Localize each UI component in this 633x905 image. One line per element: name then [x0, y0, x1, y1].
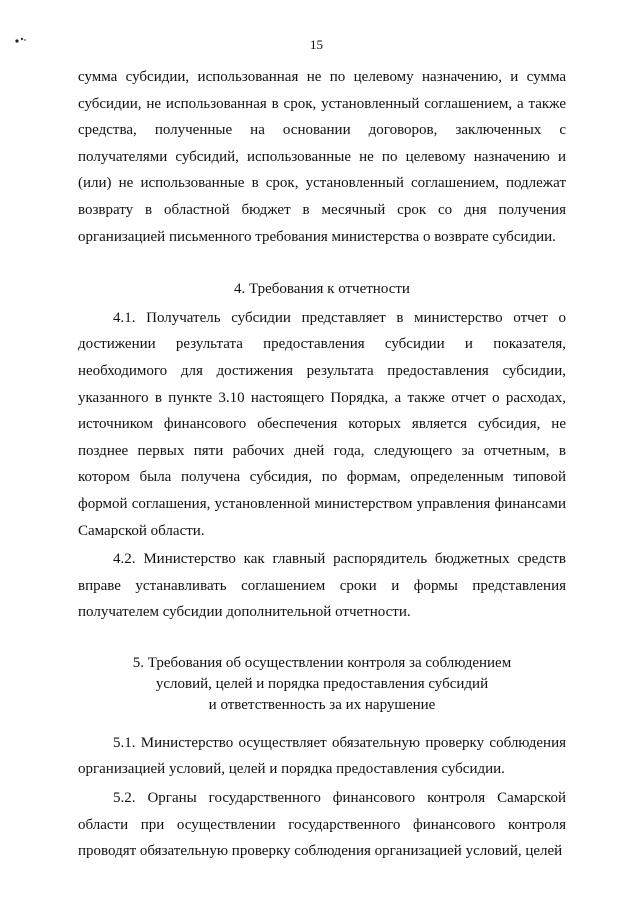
page-number: 15: [310, 37, 323, 52]
section-5-heading-line-1: 5. Требования об осуществлении контроля за соблюдением: [132, 654, 512, 671]
paragraph-4-2: 4.2. Министерство как главный распорядитель бюджетных средств вправе устанавливать соглашением сроки и формы представления получателем субсидии дополнительной отчетности.: [78, 551, 566, 621]
section-5-heading: [78, 653, 566, 716]
section-4-heading: 4. Требования к отчетности: [234, 281, 410, 298]
document-body: [78, 64, 566, 865]
paragraph-4-1: 4.1. Получатель субсидии представляет в министерство отчет о достижении результата предоставления субсидии и показателя, необходимого для достижения результата предоставления субсидии, указанного в пункте 3.10 настоящего Порядка, а также отчет о расходах, источником финансового обеспечения которых является субсидия, не позднее первых пяти рабочих дней года, следующего за отчетным, в котором была получена субсидия, по формам, определенным типовой формой соглашения, установленной министерством управления финансами Самарской области.: [78, 309, 566, 539]
paragraph-continuation: сумма субсидии, использованная не по целевому назначению, и сумма субсидии, не использованная в срок, установленный соглашением, а также средства, полученные на основании договоров, заключенных с получателями субсидий, использованные не по целевому назначению и (или) не использованные в срок, установленный соглашением, подлежат возврату в областной бюджет в месячный срок со дня получения организацией письменного требования министерства о возврате субсидии.: [78, 69, 566, 245]
paragraph-5-2: 5.2. Органы государственного финансового контроля Самарской области при осуществлении государственного финансового контроля проводят обязательную проверку соблюдения организацией условий, целей: [78, 790, 566, 860]
section-5-heading-line-2: условий, целей и порядка предоставления субсидий: [155, 675, 489, 692]
paragraph-5-1: 5.1. Министерство осуществляет обязательную проверку соблюдения организацией условий, целей и порядка предоставления субсидии.: [78, 734, 566, 778]
section-5-heading-line-3: и ответственность за их нарушение: [208, 696, 436, 713]
